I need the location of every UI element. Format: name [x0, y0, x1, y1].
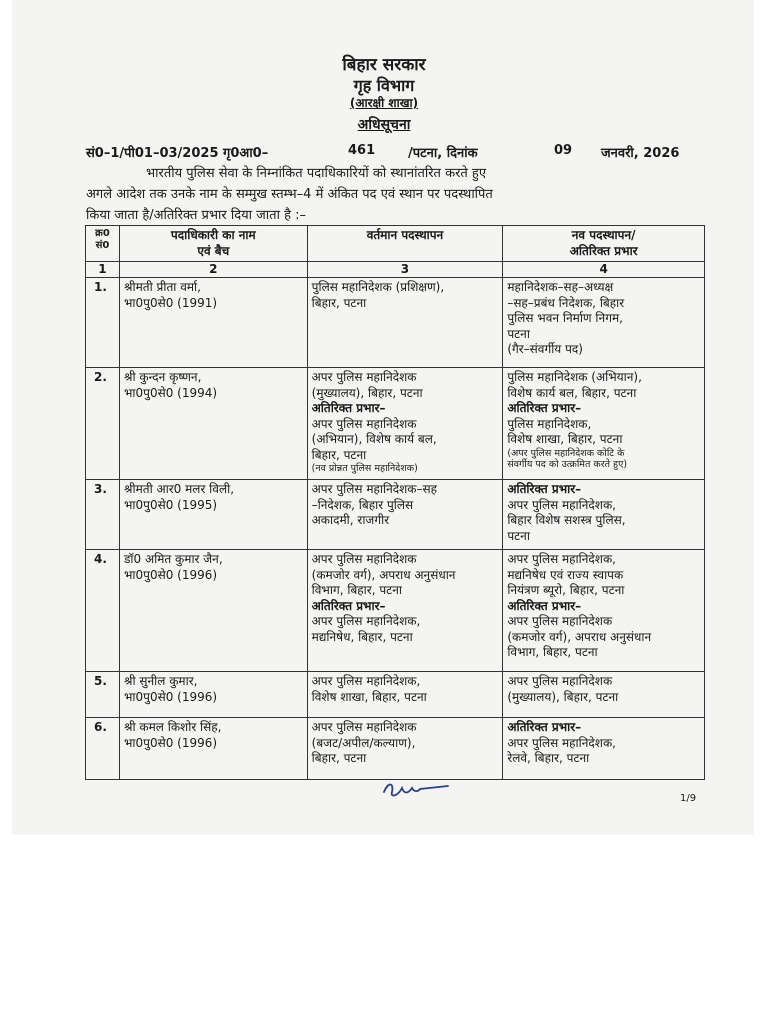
government-title: बिहार सरकार	[342, 55, 426, 75]
new-posting-cell: पुलिस महानिदेशक (अभियान), विशेष कार्य बल, बिहार, पटना अतिरिक्त प्रभार– पुलिस महानिदेशक, विशेष शाखा, बिहार, पटना (अपर पुलिस महानिदेशक कोटि के संवर्गीय पद को उत्क्रमित करते हुए)	[503, 368, 705, 480]
intro-line: किया जाता है/अतिरिक्त प्रभार दिया जाता है :–	[86, 208, 306, 223]
current-posting-cell: अपर पुलिस महानिदेशक (मुख्यालय), बिहार, पटना अतिरिक्त प्रभार– अपर पुलिस महानिदेशक (अभियान), विशेष कार्य बल, बिहार, पटना (नव प्रोन्नत पुलिस महानिदेशक)	[307, 368, 503, 480]
row-serial: 2.	[86, 368, 120, 480]
ref-month-year: जनवरी, 2026	[601, 146, 680, 161]
additional-charge-label: अतिरिक्त प्रभार–	[507, 401, 582, 415]
row-serial: 4.	[86, 550, 120, 672]
current-posting-cell: अपर पुलिस महानिदेशक, विशेष शाखा, बिहार, पटना	[307, 672, 503, 718]
notification-title: अधिसूचना	[357, 117, 411, 133]
col-number: 2	[119, 262, 307, 278]
ref-day: 09	[554, 143, 573, 158]
col-header-serial: क्र0 सं0	[86, 226, 120, 262]
table-row	[86, 278, 705, 368]
current-posting-cell: अपर पुलिस महानिदेशक (बजट/अपील/कल्याण), बिहार, पटना	[307, 718, 503, 780]
table-header-row	[86, 226, 705, 262]
current-posting-cell: अपर पुलिस महानिदेशक–सह –निदेशक, बिहार पुलिस अकादमी, राजगीर	[307, 480, 503, 550]
col-number: 4	[503, 262, 705, 278]
additional-charge-label: अतिरिक्त प्रभार–	[311, 598, 386, 613]
intro-paragraph	[86, 163, 706, 226]
col-header-new: नव पदस्थापन/ अतिरिक्त प्रभार	[503, 226, 705, 262]
officer-cell: श्री सुनील कुमार, भा0पु0से0 (1996)	[119, 672, 307, 718]
ref-place: /पटना, दिनांक	[408, 146, 478, 161]
officer-cell: श्री कुन्दन कृष्णन, भा0पु0से0 (1994)	[119, 368, 307, 480]
new-posting-cell: अपर पुलिस महानिदेशक, मद्यनिषेध एवं राज्य स्वापक नियंत्रण ब्यूरो, बिहार, पटना अतिरिक्त प्रभार– अपर पुलिस महानिदेशक (कमजोर वर्ग), अपराध अनुसंधान विभाग, बिहार, पटना	[503, 550, 705, 672]
intro-line: अगले आदेश तक उनके नाम के सम्मुख स्तम्भ–4 में अंकित पद एवं स्थान पर पदस्थापित	[86, 187, 493, 202]
additional-charge-label: अतिरिक्त प्रभार–	[507, 720, 582, 734]
col-header-current: वर्तमान पदस्थापन	[307, 226, 503, 262]
col-number: 1	[86, 262, 120, 278]
new-posting-cell: अतिरिक्त प्रभार– अपर पुलिस महानिदेशक, रेलवे, बिहार, पटना	[503, 718, 705, 780]
officer-cell: श्री कमल किशोर सिंह, भा0पु0से0 (1996)	[119, 718, 307, 780]
officer-cell: श्रीमती प्रीता वर्मा, भा0पु0से0 (1991)	[119, 278, 307, 368]
intro-line: भारतीय पुलिस सेवा के निम्नांकित पदाधिकारियों को स्थानांतरित करते हुए	[146, 166, 487, 181]
table-row	[86, 718, 705, 780]
row-serial: 6.	[86, 718, 120, 780]
table-row	[86, 550, 705, 672]
row-serial: 3.	[86, 480, 120, 550]
row-serial: 1.	[86, 278, 120, 368]
department-title: गृह विभाग	[353, 76, 415, 95]
column-number-row	[86, 262, 705, 278]
additional-charge-label: अतिरिक्त प्रभार–	[507, 482, 582, 496]
new-posting-cell: अतिरिक्त प्रभार– अपर पुलिस महानिदेशक, बिहार विशेष सशस्त्र पुलिस, पटना	[503, 480, 705, 550]
signature	[380, 778, 452, 802]
additional-charge-label: अतिरिक्त प्रभार–	[507, 598, 582, 613]
officer-cell: डॉ0 अमित कुमार जैन, भा0पु0से0 (1996)	[119, 550, 307, 672]
new-posting-cell: अपर पुलिस महानिदेशक (मुख्यालय), बिहार, पटना	[503, 672, 705, 718]
additional-charge-label: अतिरिक्त प्रभार–	[311, 401, 386, 415]
table-row	[86, 368, 705, 480]
current-posting-cell: पुलिस महानिदेशक (प्रशिक्षण), बिहार, पटना	[307, 278, 503, 368]
promotion-note: (नव प्रोन्नत पुलिस महानिदेशक)	[311, 463, 418, 474]
ref-number: सं0–1/पी01–03/2025 गृ0आ0–	[86, 146, 269, 161]
branch-title: (आरक्षी शाखा)	[349, 96, 419, 110]
posting-table	[85, 225, 705, 780]
col-number: 3	[307, 262, 503, 278]
upgrade-note: (अपर पुलिस महानिदेशक कोटि के	[507, 447, 625, 459]
new-posting-cell: महानिदेशक–सह–अध्यक्ष –सह–प्रबंध निदेशक, बिहार पुलिस भवन निर्माण निगम, पटना (गैर–संवर्गीय पद)	[503, 278, 705, 368]
table-row	[86, 480, 705, 550]
officer-cell: श्रीमती आर0 मलर विली, भा0पु0से0 (1995)	[119, 480, 307, 550]
ref-serial: 461	[348, 143, 376, 158]
col-header-name: पदाधिकारी का नाम एवं बैच	[119, 226, 307, 262]
row-serial: 5.	[86, 672, 120, 718]
page-number: 1/9	[680, 793, 697, 804]
current-posting-cell: अपर पुलिस महानिदेशक (कमजोर वर्ग), अपराध अनुसंधान विभाग, बिहार, पटना अतिरिक्त प्रभार– अपर पुलिस महानिदेशक, मद्यनिषेध, बिहार, पटना	[307, 550, 503, 672]
table-row	[86, 672, 705, 718]
